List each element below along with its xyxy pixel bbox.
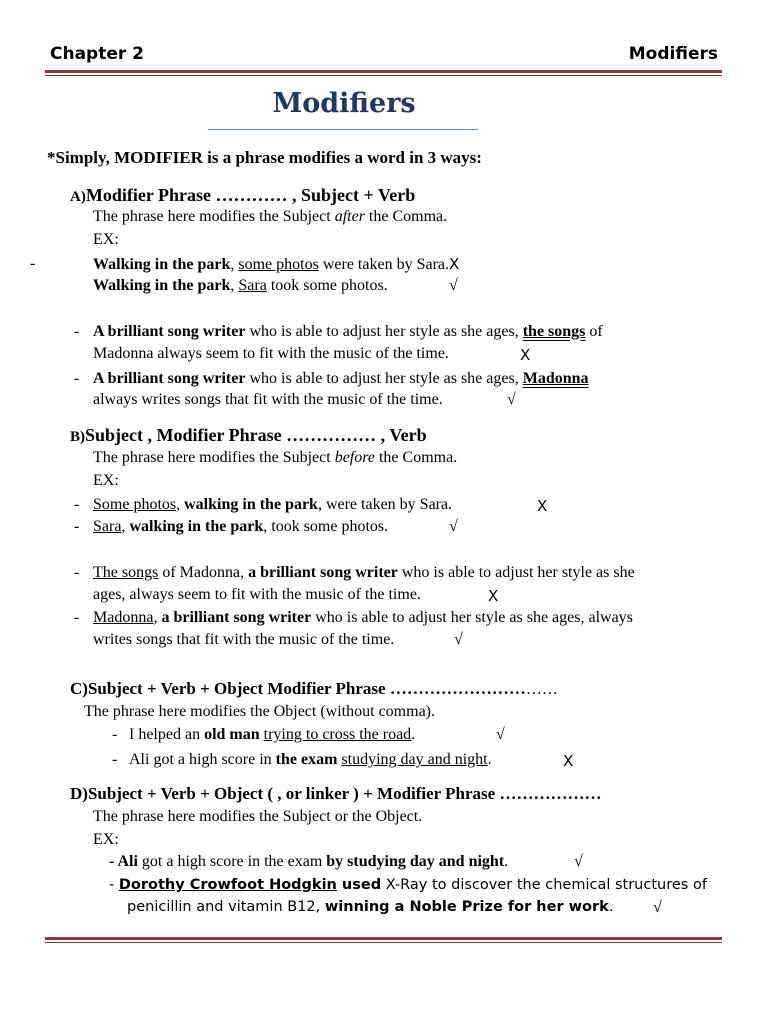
header-rule-thin xyxy=(45,75,722,76)
bullet-dash: - xyxy=(112,751,118,768)
section-a-ex-label: EX: xyxy=(93,231,119,248)
bullet-dash: - xyxy=(112,726,118,743)
section-a-desc: The phrase here modifies the Subject after the Comma. xyxy=(93,208,448,225)
section-b-example-4-cont: writes songs that fit with the music of the time. xyxy=(93,631,395,648)
bullet-dash: - xyxy=(74,496,80,513)
title-underline xyxy=(208,129,478,130)
section-a-heading: A)Modifier Phrase ………… , Subject + Verb xyxy=(70,185,416,205)
section-b-example-1: Some photos, walking in the park, were taken by Sara. xyxy=(93,496,453,513)
x-mark: X xyxy=(537,497,548,515)
section-b-example-3-cont: ages, always seem to fit with the music of the time. xyxy=(93,586,421,603)
section-d-desc: The phrase here modifies the Subject or the Object. xyxy=(93,808,423,825)
section-a-example-3-cont: Madonna always seem to fit with the music of the time. xyxy=(93,345,449,362)
footer-rule-thin xyxy=(45,942,722,943)
section-d-heading: D)Subject + Verb + Object ( , or linker ) + Modifier Phrase ……………… xyxy=(70,784,602,803)
intro-text: *Simply, MODIFIER is a phrase modifies a word in 3 ways: xyxy=(47,148,482,167)
bullet-dash: - xyxy=(74,323,80,340)
section-b-desc: The phrase here modifies the Subject before the Comma. xyxy=(93,449,458,466)
bullet-dash: - xyxy=(74,518,80,535)
section-b-example-2: Sara, walking in the park, took some photos. xyxy=(93,518,389,535)
check-mark: √ xyxy=(653,899,662,916)
footer-rule xyxy=(45,937,722,940)
check-mark: √ xyxy=(454,631,463,648)
section-d-ex-label: EX: xyxy=(93,831,119,848)
check-mark: √ xyxy=(449,518,458,535)
section-c-heading: C)Subject + Verb + Object Modifier Phrase ………………………… xyxy=(70,679,558,698)
bullet-dash: - xyxy=(74,370,80,387)
section-a-example-1: Walking in the park, some photos were taken by Sara.X xyxy=(93,255,460,273)
check-mark: √ xyxy=(507,391,516,408)
section-b-example-3: The songs of Madonna, a brilliant song writer who is able to adjust her style as she xyxy=(93,564,635,581)
x-mark: X xyxy=(520,346,531,364)
stray-dash: - xyxy=(30,255,36,272)
bullet-dash: - xyxy=(74,564,80,581)
section-b-ex-label: EX: xyxy=(93,472,119,489)
x-mark: X xyxy=(488,587,499,605)
section-a-example-3: A brilliant song writer who is able to adjust her style as she ages, the songs of xyxy=(93,323,603,340)
check-mark: √ xyxy=(449,277,458,294)
section-c-example-1: I helped an old man trying to cross the road. xyxy=(129,726,416,743)
header-topic: Modifiers xyxy=(628,44,718,64)
section-c-example-2: Ali got a high score in the exam studying day and night. xyxy=(129,751,492,768)
section-d-example-2-cont: penicillin and vitamin B12, winning a Noble Prize for her work. xyxy=(127,899,614,915)
chapter-label: Chapter 2 xyxy=(50,44,145,64)
check-mark: √ xyxy=(496,726,505,743)
page-title: Modifiers xyxy=(272,88,416,119)
x-mark: X xyxy=(563,752,574,770)
bullet-dash: - xyxy=(74,609,80,626)
section-b-example-4: Madonna, a brilliant song writer who is able to adjust her style as she ages, always xyxy=(93,609,633,626)
header-rule xyxy=(45,70,722,73)
section-c-desc: The phrase here modifies the Object (without comma). xyxy=(84,703,435,720)
section-a-example-4: A brilliant song writer who is able to adjust her style as she ages, Madonna xyxy=(93,370,589,387)
section-d-example-2: - Dorothy Crowfoot Hodgkin used X-Ray to discover the chemical structures of xyxy=(109,877,707,893)
check-mark: √ xyxy=(574,853,583,870)
section-a-example-2: Walking in the park, Sara took some photos. xyxy=(93,277,388,294)
section-b-heading: B)Subject , Modifier Phrase …………… , Verb xyxy=(70,425,427,445)
section-d-example-1: - Ali got a high score in the exam by studying day and night. xyxy=(109,853,509,870)
section-a-example-4-cont: always writes songs that fit with the music of the time. xyxy=(93,391,443,408)
